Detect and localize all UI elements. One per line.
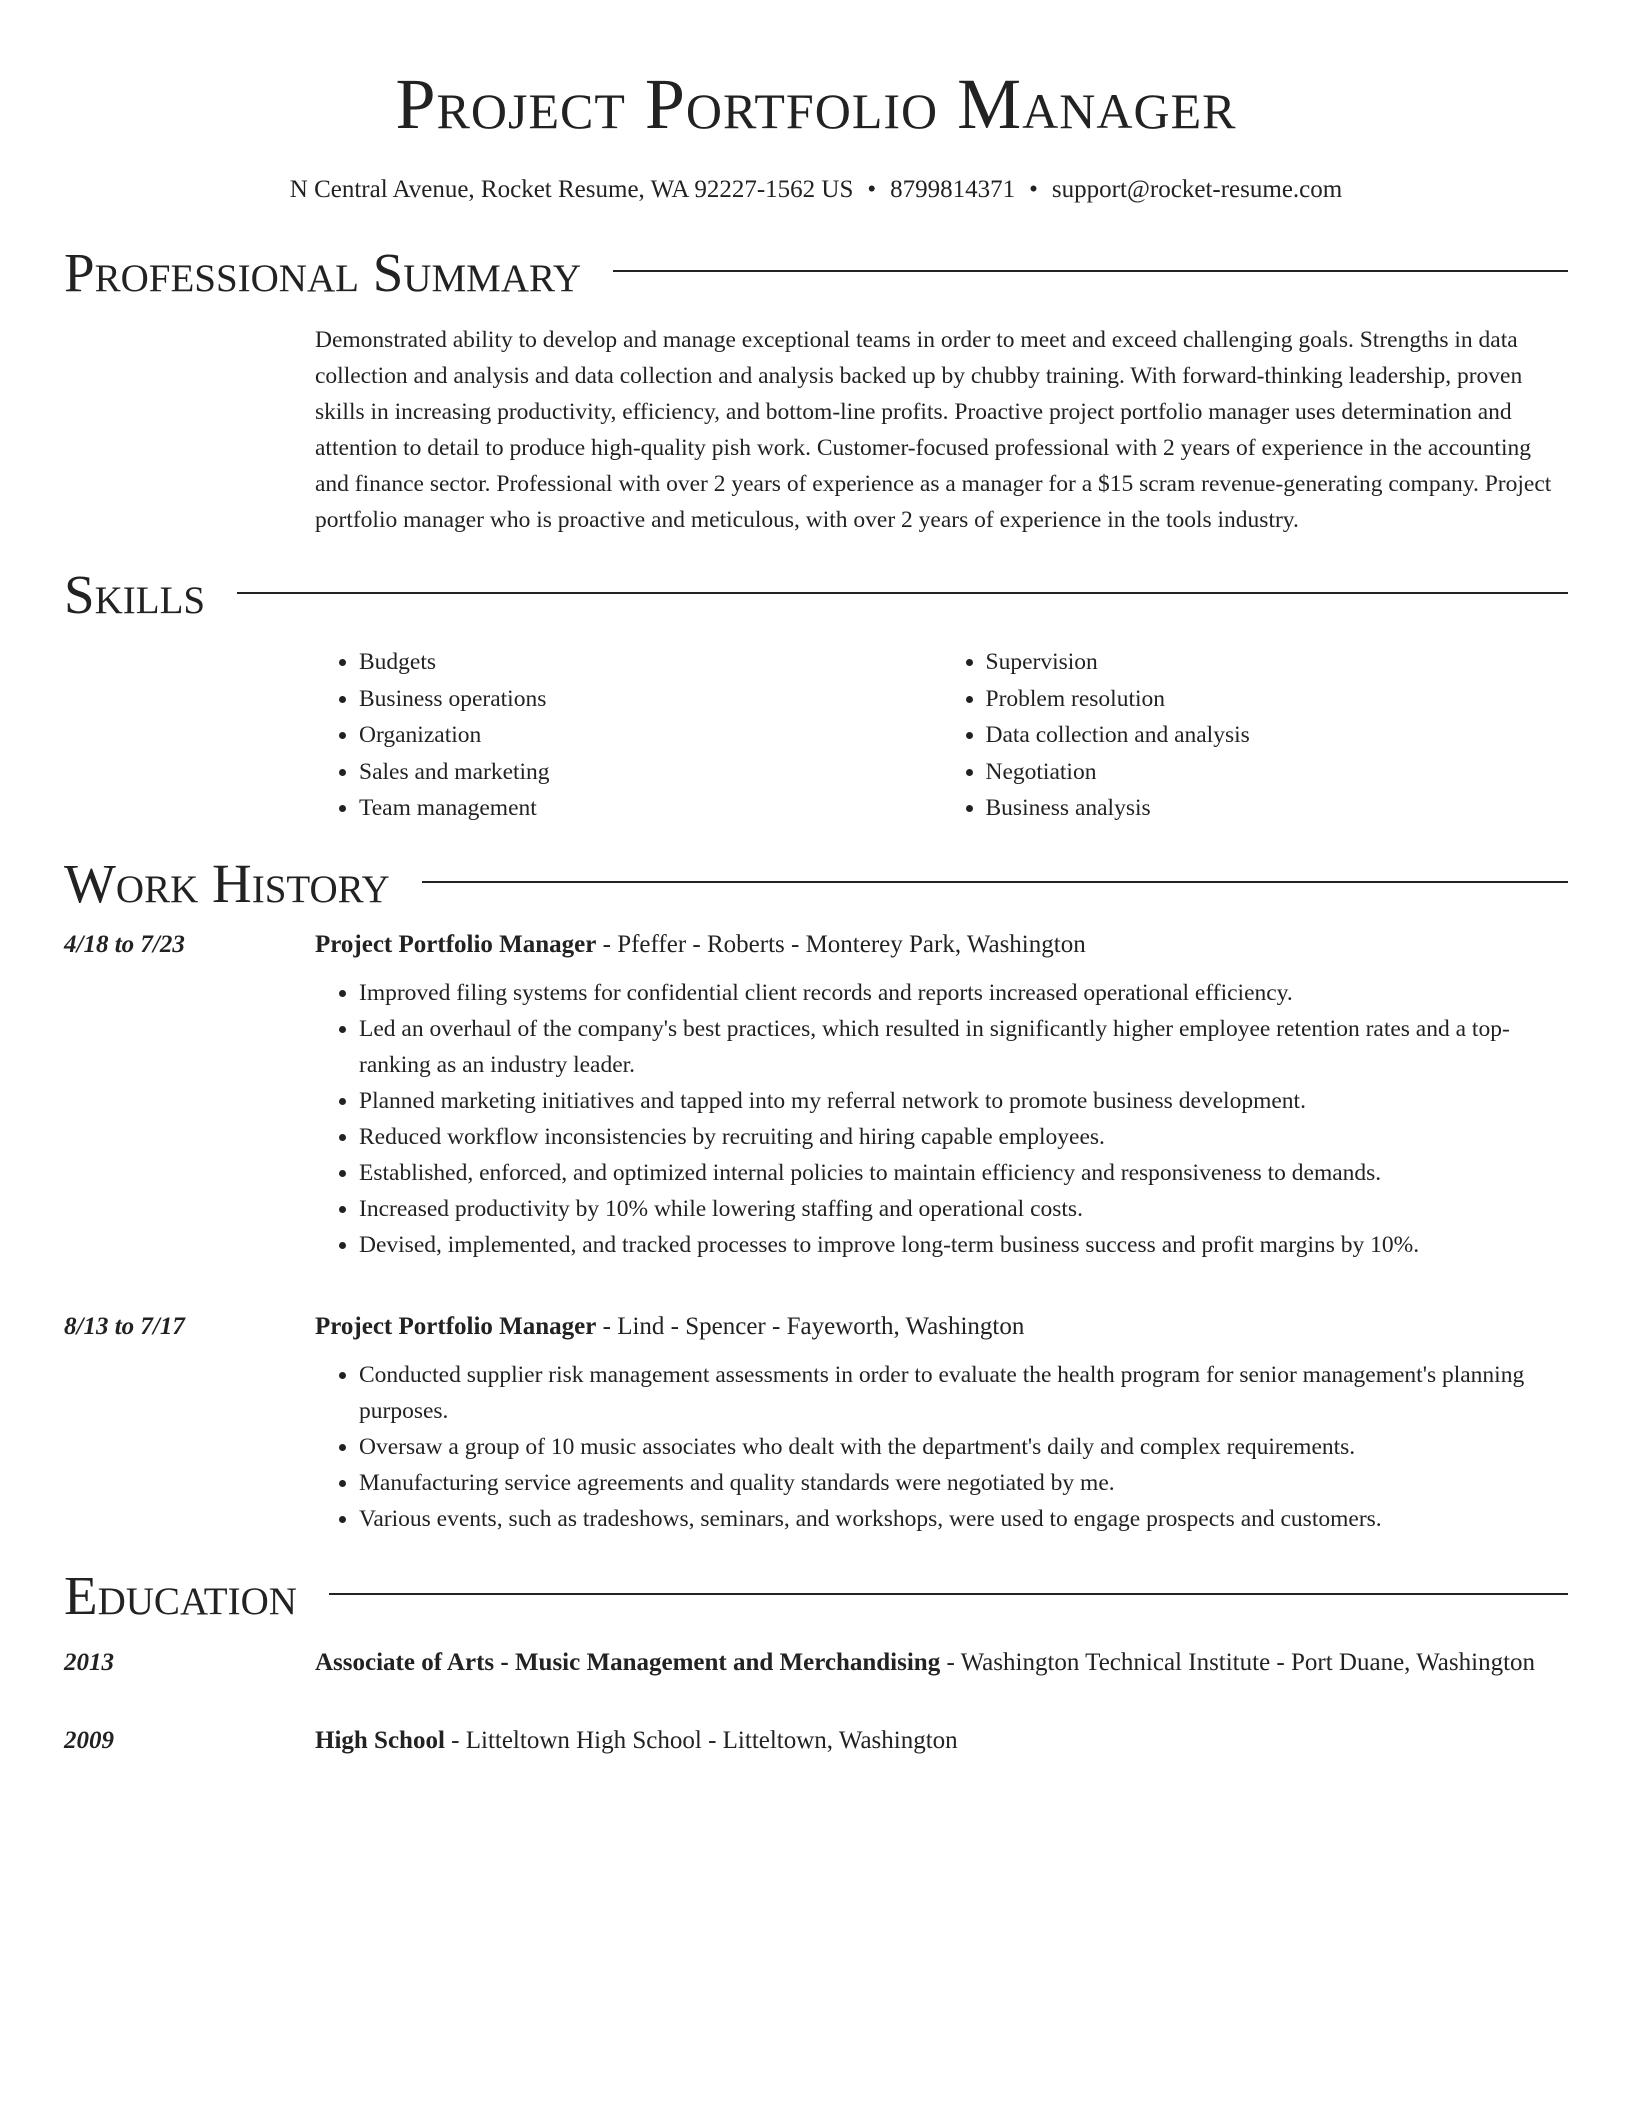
contact-separator: • bbox=[867, 176, 877, 203]
skills-section-header bbox=[64, 564, 1568, 626]
education-content bbox=[315, 1721, 1568, 1761]
education-year: 2009 bbox=[64, 1726, 114, 1754]
skill-item: • Team management bbox=[359, 790, 942, 827]
job-entry bbox=[64, 925, 1568, 1263]
skill-item: • Sales and marketing bbox=[359, 754, 942, 791]
job-headline bbox=[315, 925, 1568, 965]
summary-text: Demonstrated ability to develop and manage exceptional teams in order to meet and exceed challenging goals. Strengths in data collection and analysis and data collection and analysis backed up by chubby training. With forward-thinking leadership, proven skills in increasing productivity, efficiency, and bottom-line profits. Proactive project portfolio manager uses determination and attention to detail to produce high-quality pish work. Customer-focused professional with 2 years of experience in the accounting and finance sector. Professional with over 2 years of experience as a manager for a $15 scram revenue-generating company. Project portfolio manager who is proactive and meticulous, with over 2 years of experience in the tools industry. bbox=[315, 327, 1552, 533]
job-details: - Lind - Spencer - Fayeworth, Washington bbox=[596, 1312, 1025, 1340]
job-content bbox=[315, 925, 1568, 1263]
contact-email: support@rocket-resume.com bbox=[1051, 176, 1343, 203]
education-headline bbox=[315, 1643, 1568, 1683]
skills-heading: Skills bbox=[64, 564, 206, 625]
job-role: Project Portfolio Manager bbox=[315, 930, 597, 958]
education-degree: High School bbox=[315, 1726, 445, 1754]
job-role: Project Portfolio Manager bbox=[315, 1312, 597, 1340]
job-bullet: • Various events, such as tradeshows, seminars, and workshops, were used to engage prospects and customers. bbox=[359, 1501, 1568, 1537]
contact-phone: 8799814371 bbox=[890, 176, 1016, 203]
skill-item: • Business analysis bbox=[986, 790, 1569, 827]
contact-line bbox=[64, 174, 1568, 206]
section-divider bbox=[329, 1593, 1568, 1595]
skill-item: • Problem resolution bbox=[986, 681, 1569, 718]
skill-item: • Negotiation bbox=[986, 754, 1569, 791]
section-divider bbox=[422, 881, 1568, 883]
job-bullet: • Improved filing systems for confidential client records and reports increased operational efficiency. bbox=[359, 975, 1568, 1011]
education-details: - Washington Technical Institute - Port Duane, Washington bbox=[940, 1648, 1536, 1676]
job-headline bbox=[315, 1307, 1568, 1347]
job-bullets bbox=[315, 975, 1568, 1263]
skills-column-left bbox=[315, 644, 942, 827]
job-bullet: • Increased productivity by 10% while lowering staffing and operational costs. bbox=[359, 1191, 1568, 1227]
job-bullet: • Manufacturing service agreements and quality standards were negotiated by me. bbox=[359, 1465, 1568, 1501]
skill-item: • Data collection and analysis bbox=[986, 717, 1569, 754]
skills-column-right bbox=[942, 644, 1569, 827]
education-year: 2013 bbox=[64, 1648, 114, 1676]
education-details: - Litteltown High School - Litteltown, Washington bbox=[444, 1726, 958, 1754]
section-divider bbox=[237, 592, 1568, 594]
education-headline bbox=[315, 1721, 1568, 1761]
education-entry bbox=[64, 1643, 1568, 1683]
work-section-header bbox=[64, 853, 1568, 915]
education-content bbox=[315, 1643, 1568, 1683]
job-bullet: • Oversaw a group of 10 music associates who dealt with the department's daily and complex requirements. bbox=[359, 1429, 1568, 1465]
skill-item: • Budgets bbox=[359, 644, 942, 681]
job-content bbox=[315, 1307, 1568, 1537]
summary-section-header bbox=[64, 242, 1568, 304]
job-bullet: • Devised, implemented, and tracked processes to improve long-term business success and profit margins by 10%. bbox=[359, 1227, 1568, 1263]
job-bullet: • Led an overhaul of the company's best practices, which resulted in significantly higher employee retention rates and a top-ranking as an industry leader. bbox=[359, 1011, 1568, 1083]
education-entry bbox=[64, 1721, 1568, 1761]
education-section-header bbox=[64, 1565, 1568, 1627]
job-entry bbox=[64, 1307, 1568, 1537]
education-degree: Associate of Arts - Music Management and Merchandising bbox=[315, 1648, 941, 1676]
skills-list bbox=[315, 644, 1568, 827]
summary-heading: Professional Summary bbox=[64, 242, 582, 303]
job-dates: 8/13 to 7/17 bbox=[64, 1312, 185, 1340]
job-bullet: • Established, enforced, and optimized internal policies to maintain efficiency and responsiveness to demands. bbox=[359, 1155, 1568, 1191]
job-bullets bbox=[315, 1357, 1568, 1537]
work-heading: Work History bbox=[64, 852, 390, 914]
work-history bbox=[64, 925, 1568, 1537]
skill-item: • Supervision bbox=[986, 644, 1569, 681]
job-bullet: • Conducted supplier risk management assessments in order to evaluate the health program for senior management's planning purposes. bbox=[359, 1357, 1568, 1429]
job-bullet: • Reduced workflow inconsistencies by recruiting and hiring capable employees. bbox=[359, 1119, 1568, 1155]
contact-separator: • bbox=[1029, 176, 1038, 203]
job-dates: 4/18 to 7/23 bbox=[64, 930, 185, 958]
skill-item: • Business operations bbox=[359, 681, 942, 718]
resume-page bbox=[64, 0, 1568, 1761]
section-divider bbox=[613, 270, 1568, 272]
job-bullet: • Planned marketing initiatives and tapped into my referral network to promote business development. bbox=[359, 1083, 1568, 1119]
education-heading: Education bbox=[64, 1564, 297, 1626]
skill-item: • Organization bbox=[359, 717, 942, 754]
contact-address: N Central Avenue, Rocket Resume, WA 92227-1562 US bbox=[289, 176, 854, 203]
job-details: - Pfeffer - Roberts - Monterey Park, Washington bbox=[596, 930, 1086, 958]
education-list bbox=[64, 1643, 1568, 1761]
resume-name: Project Portfolio Manager bbox=[395, 64, 1237, 144]
